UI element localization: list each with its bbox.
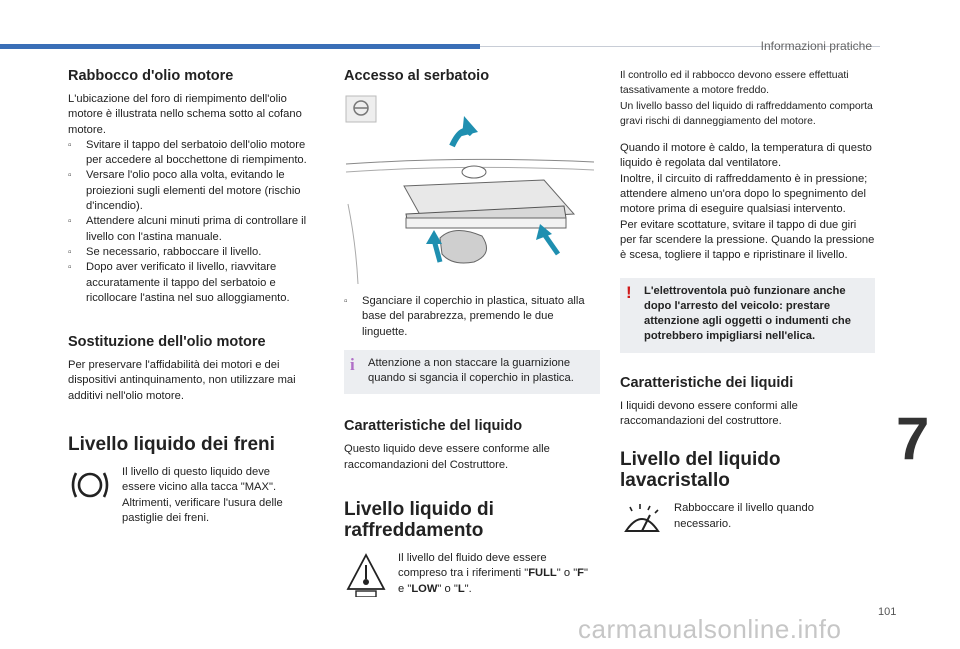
oil-step: ▫ Attendere alcuni minuti prima di controllare il livello con l'astina manuale. bbox=[68, 214, 324, 245]
oil-heading: Rabbocco d'olio motore bbox=[68, 68, 234, 84]
oil-intro: L'ubicazione del foro di riempimento dell'olio motore è illustrata nello schema sotto al cofano motore. bbox=[68, 93, 302, 136]
header-accent-bar bbox=[0, 44, 480, 49]
oil-step: ▫ Se necessario, rabboccare il livello. bbox=[68, 245, 324, 260]
washer-heading: Livello del liquido lavacristallo bbox=[620, 449, 781, 492]
column-right bbox=[620, 68, 875, 545]
hot-engine-text: Quando il motore è caldo, la temperatura di questo liquido è regolata dal ventilatore. bbox=[620, 142, 872, 170]
coolant-text bbox=[398, 551, 588, 597]
liquid-text: Questo liquido deve essere conforme alle raccomandazioni del Costruttore. bbox=[344, 443, 550, 471]
washer-block bbox=[620, 501, 875, 545]
coolant-f-label: F bbox=[577, 567, 585, 580]
access-note-text: Attenzione a non staccare la guarnizione quando si sgancia il coperchio in plastica. bbox=[368, 356, 574, 385]
section-title: Informazioni pratiche bbox=[760, 39, 872, 53]
low-level-risk-text: Un livello basso del liquido di raffreddamento comporta gravi rischi di danneggiamento del motore. bbox=[620, 100, 873, 127]
coolant-l-label: L bbox=[457, 582, 465, 595]
washer-fluid-icon bbox=[620, 501, 664, 545]
coolant-text-part: Il livello del fluido deve essere compreso tra i riferimenti " bbox=[398, 552, 547, 580]
fan-warning-note bbox=[620, 278, 875, 353]
column-left bbox=[68, 62, 324, 526]
burn-text: Per evitare scottature, svitare il tappo di due giri per far scendere la pressione. Quando la pressione è scesa, togliere il tappo e ripristinare il livello. bbox=[620, 218, 875, 262]
oil-step: ▫ Svitare il tappo del serbatoio dell'olio motore per accedere al bocchettone di riempimento. bbox=[68, 138, 324, 169]
fluids-text: I liquidi devono essere conformi alle raccomandazioni del costruttore. bbox=[620, 399, 798, 428]
coolant-text-part: ". bbox=[464, 582, 472, 595]
coolant-low-label: LOW bbox=[411, 582, 438, 595]
chapter-number: 7 bbox=[896, 405, 930, 472]
pressure-text: Inoltre, il circuito di raffreddamento è in pressione; attendere almeno un'ora dopo lo spegnimento del motore prima di eseguire qualsiasi intervento. bbox=[620, 172, 868, 216]
steering-wheel-icon bbox=[346, 96, 376, 122]
column-middle bbox=[344, 62, 600, 597]
page-number: 101 bbox=[878, 606, 897, 618]
info-icon: i bbox=[350, 354, 355, 374]
access-info-note bbox=[344, 350, 600, 395]
fluids-heading: Caratteristiche dei liquidi bbox=[620, 374, 794, 391]
warning-icon: ! bbox=[626, 282, 632, 302]
coolant-temperature-icon bbox=[344, 551, 388, 595]
windscreen-cover-illustration bbox=[344, 94, 600, 284]
coolant-full-label: FULL bbox=[528, 567, 557, 580]
washer-text: Rabboccare il livello quando necessario. bbox=[674, 502, 814, 530]
cold-check-text: Il controllo ed il rabbocco devono essere effettuati tassativamente a motore freddo. bbox=[620, 70, 849, 97]
coolant-text-part: " e " bbox=[398, 567, 588, 595]
access-heading: Accesso al serbatoio bbox=[344, 68, 490, 84]
access-steps bbox=[344, 294, 600, 340]
oil-steps bbox=[68, 138, 324, 306]
coolant-heading: Livello liquido di raffreddamento bbox=[344, 499, 494, 542]
brake-heading: Livello liquido dei freni bbox=[68, 434, 275, 456]
oil-change-heading: Sostituzione dell'olio motore bbox=[68, 334, 266, 351]
coolant-block bbox=[344, 551, 600, 597]
oil-step: ▫ Versare l'olio poco alla volta, evitando le proiezioni sugli elementi del motore (rischio d'incendio). bbox=[68, 168, 324, 214]
liquid-heading: Caratteristiche del liquido bbox=[344, 418, 523, 435]
brake-warning-icon bbox=[68, 465, 112, 509]
brake-text: Il livello di questo liquido deve essere vicino alla tacca "MAX". Altrimenti, verificare l'usura delle pastiglie dei freni. bbox=[122, 466, 283, 524]
access-step: ▫ Sganciare il coperchio in plastica, situato alla base del parabrezza, premendo le due linguette. bbox=[344, 294, 600, 340]
brake-block bbox=[68, 465, 324, 526]
coolant-text-part: " o " bbox=[437, 582, 458, 595]
coolant-text-part: " o " bbox=[556, 567, 578, 580]
watermark: carmanualsonline.info bbox=[578, 614, 842, 644]
fan-warning-text: L'elettroventola può funzionare anche dopo l'arresto del veicolo: prestare attenzione agli oggetti o indumenti che potrebbero impigliarsi nell'elica. bbox=[644, 284, 851, 343]
oil-step: ▫ Dopo aver verificato il livello, riavvitare accuratamente il tappo del serbatoio e ricollocare l'astina nel suo alloggiamento. bbox=[68, 260, 324, 306]
oil-change-text: Per preservare l'affidabilità dei motori e dei dispositivi antinquinamento, non utilizzare mai additivi nell'olio motore. bbox=[68, 359, 296, 402]
